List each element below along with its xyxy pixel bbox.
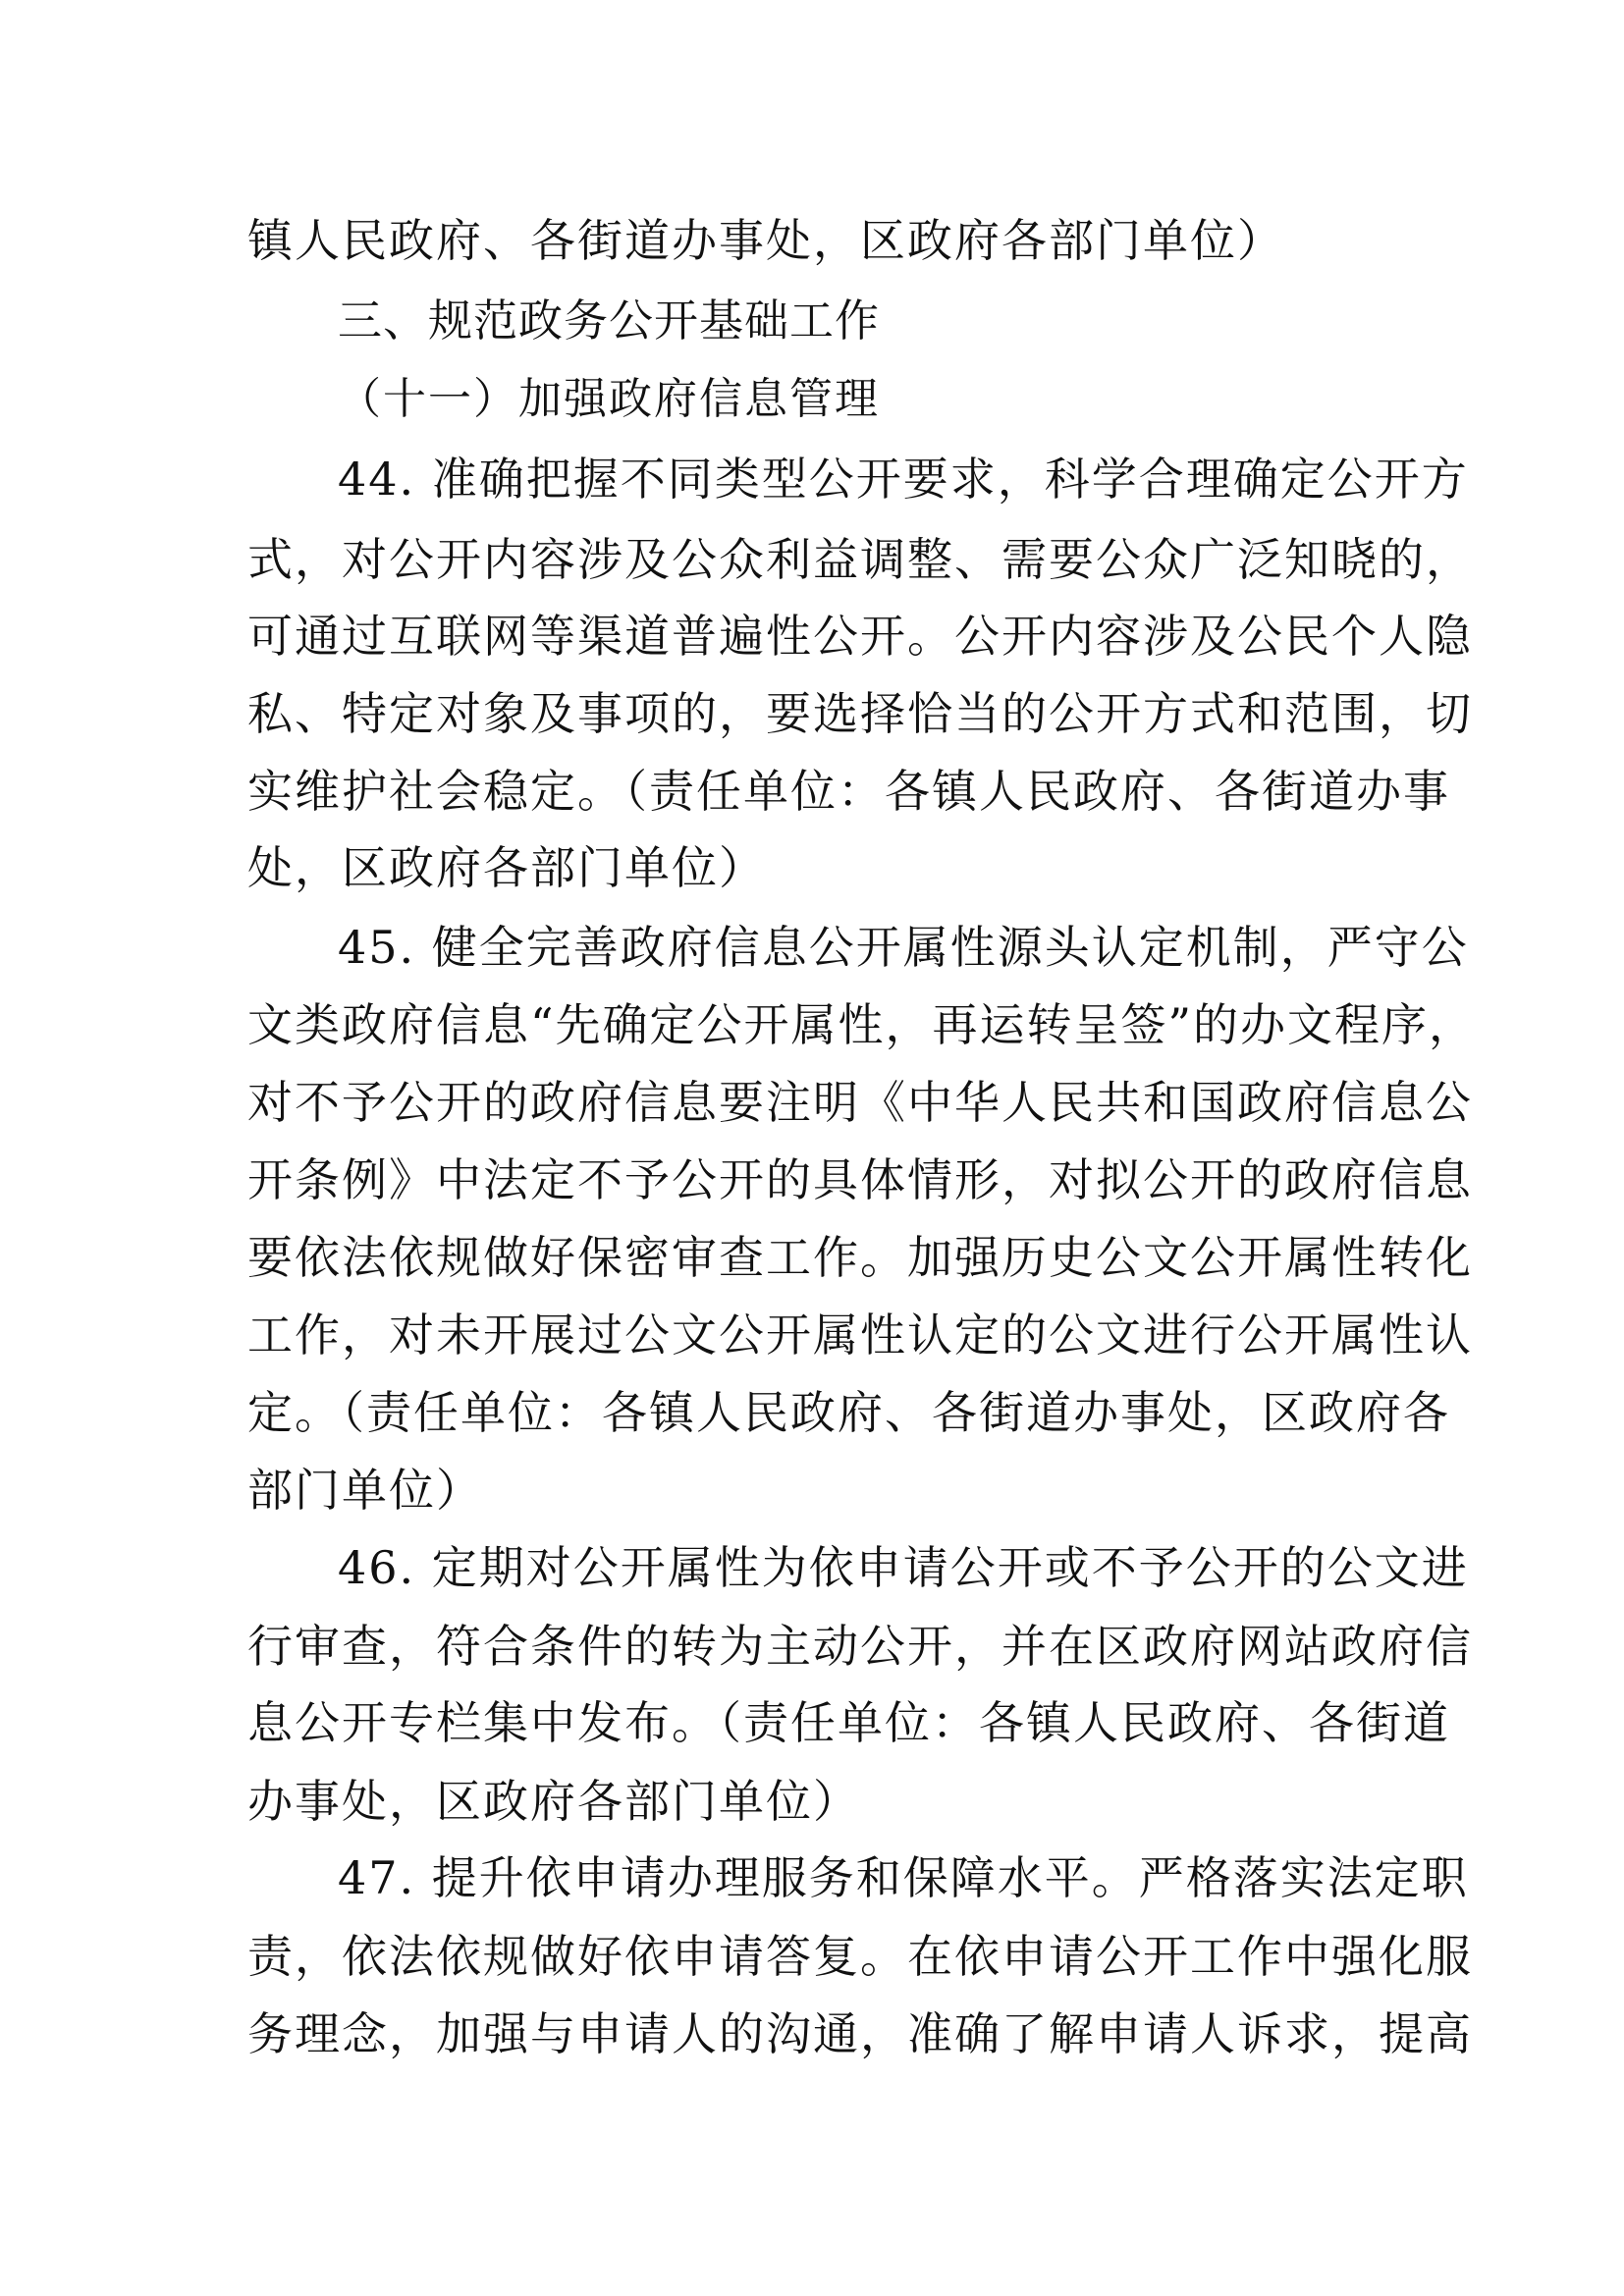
item-47-first-line: 47. 提升依申请办理服务和保障水平。严格落实法定职	[338, 1851, 1469, 1904]
item-45-first-line: 45. 健全完善政府信息公开属性源头认定机制，严守公	[338, 921, 1469, 974]
text-line: 处，区政府各部门单位）	[247, 841, 766, 894]
text-line: 办事处，区政府各部门单位）	[247, 1775, 860, 1828]
text-line: 务理念，加强与申请人的沟通，准确了解申请人诉求，提高	[247, 2007, 1473, 2060]
section-heading: 三、规范政务公开基础工作	[338, 294, 881, 347]
text-line: 私、特定对象及事项的，要选择恰当的公开方式和范围，切	[247, 687, 1473, 740]
text-line: 要依法依规做好保密审查工作。加强历史公文公开属性转化	[247, 1231, 1473, 1284]
text-line: 工作，对未开展过公文公开属性认定的公文进行公开属性认	[247, 1308, 1473, 1362]
text-line: 行审查，符合条件的转为主动公开，并在区政府网站政府信	[247, 1620, 1473, 1673]
subsection-heading: （十一）加强政府信息管理	[338, 374, 880, 424]
text-line: 可通过互联网等渠道普遍性公开。公开内容涉及公民个人隐	[247, 610, 1473, 663]
text-line: 文类政府信息“先确定公开属性，再运转呈签”的办文程序，	[247, 998, 1477, 1051]
item-46-first-line: 46. 定期对公开属性为依申请公开或不予公开的公文进	[338, 1541, 1469, 1594]
item-44-first-line: 44. 准确把握不同类型公开要求，科学合理确定公开方	[338, 453, 1469, 506]
text-line: 镇人民政府、各街道办事处，区政府各部门单位）	[247, 214, 1284, 267]
text-line: 部门单位）	[247, 1464, 483, 1517]
text-line: 对不予公开的政府信息要注明《中华人民共和国政府信息公	[247, 1076, 1473, 1129]
text-line: 开条例》中法定不予公开的具体情形，对拟公开的政府信息	[247, 1153, 1473, 1206]
text-line: 式，对公开内容涉及公众利益调整、需要公众广泛知晓的，	[247, 533, 1473, 586]
text-line: 实维护社会稳定。（责任单位：各镇人民政府、各街道办事	[247, 765, 1450, 818]
text-line: 息公开专栏集中发布。（责任单位：各镇人民政府、各街道	[247, 1696, 1450, 1749]
text-line: 责，依法依规做好依申请答复。在依申请公开工作中强化服	[247, 1930, 1473, 1983]
text-line: 定。（责任单位：各镇人民政府、各街道办事处，区政府各	[247, 1386, 1450, 1439]
